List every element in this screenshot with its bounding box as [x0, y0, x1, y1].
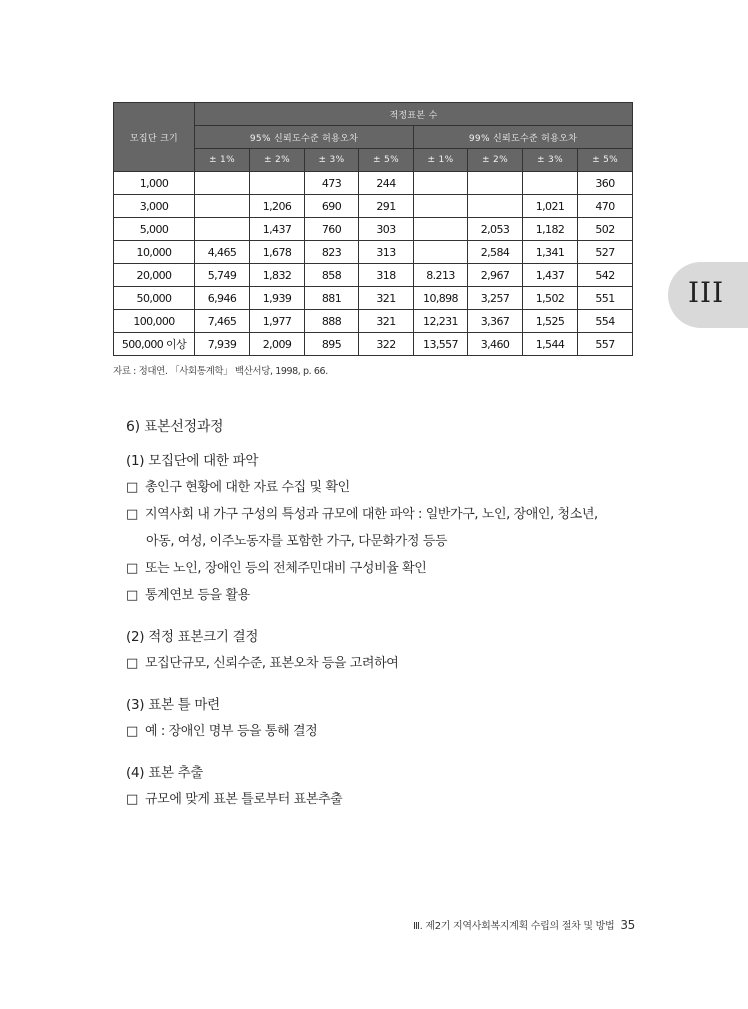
sample-size-cell — [414, 241, 468, 264]
sample-size-cell: 321 — [359, 310, 414, 333]
checkbox-square-icon: □ — [126, 588, 138, 603]
step4-title: (4) 표본 추출 — [126, 765, 204, 781]
error-margin-header: ± 3% — [523, 149, 578, 172]
step1-title: (1) 모집단에 대한 파악 — [126, 453, 259, 469]
sample-size-cell: 895 — [305, 333, 359, 356]
sample-size-cell: 1,544 — [523, 333, 578, 356]
sample-size-cell: 318 — [359, 264, 414, 287]
sample-count-header: 적정표본 수 — [195, 103, 633, 126]
sample-size-cell — [414, 218, 468, 241]
table-source-note: 자료 : 정대연. 「사회통계학」 백산서당, 1998, p. 66. — [113, 366, 328, 377]
sample-size-cell: 7,465 — [195, 310, 250, 333]
checkbox-square-icon: □ — [126, 561, 138, 576]
sample-size-cell: 4,465 — [195, 241, 250, 264]
sample-size-cell: 473 — [305, 172, 359, 195]
sample-size-cell: 557 — [578, 333, 633, 356]
sample-size-cell: 1,832 — [250, 264, 305, 287]
sample-size-cell: 888 — [305, 310, 359, 333]
sample-size-cell: 291 — [359, 195, 414, 218]
sample-size-cell: 690 — [305, 195, 359, 218]
table-row — [114, 287, 633, 310]
table-row — [114, 218, 633, 241]
sample-size-cell — [468, 195, 523, 218]
page-number: 35 — [620, 918, 635, 932]
error-margin-header: ± 5% — [359, 149, 414, 172]
chapter-tab-label: III — [688, 276, 725, 309]
page-footer — [413, 917, 635, 932]
list-item: □ 지역사회 내 가구 구성의 특성과 규모에 대한 파악 : 일반가구, 노인, 장애인, 청소년, — [126, 501, 686, 528]
sample-size-cell: 13,557 — [414, 333, 468, 356]
list-item: □ 규모에 맞게 표본 틀로부터 표본추출 — [126, 786, 686, 813]
sample-size-cell: 303 — [359, 218, 414, 241]
list-item: □ 모집단규모, 신뢰수준, 표본오차 등을 고려하여 — [126, 650, 686, 677]
sample-size-cell: 2,009 — [250, 333, 305, 356]
list-item: □ 통계연보 등을 활용 — [126, 582, 686, 609]
sample-size-cell: 551 — [578, 287, 633, 310]
sample-size-cell: 760 — [305, 218, 359, 241]
list-item: □ 총인구 현황에 대한 자료 수집 및 확인 — [126, 474, 686, 501]
sample-size-cell — [414, 172, 468, 195]
sample-size-cell: 322 — [359, 333, 414, 356]
sample-size-cell: 360 — [578, 172, 633, 195]
population-size-cell: 3,000 — [114, 195, 195, 218]
checkbox-square-icon: □ — [126, 507, 138, 522]
sample-size-cell: 3,460 — [468, 333, 523, 356]
population-size-cell: 100,000 — [114, 310, 195, 333]
sample-size-cell: 881 — [305, 287, 359, 310]
population-size-cell: 50,000 — [114, 287, 195, 310]
sample-size-cell: 3,367 — [468, 310, 523, 333]
table-row — [114, 172, 633, 195]
step2-title: (2) 적정 표본크기 결정 — [126, 629, 259, 645]
sample-size-cell: 1,502 — [523, 287, 578, 310]
sample-size-cell — [468, 172, 523, 195]
error-margin-header: ± 2% — [250, 149, 305, 172]
sample-size-cell: 3,257 — [468, 287, 523, 310]
error-margin-header: ± 3% — [305, 149, 359, 172]
footer-chapter-title: Ⅲ. 제2기 지역사회복지계획 수립의 절차 및 방법 — [413, 921, 615, 932]
list-item-continuation: 아동, 여성, 이주노동자를 포함한 가구, 다문화가정 등등 — [146, 534, 448, 549]
sample-size-cell: 2,967 — [468, 264, 523, 287]
population-size-header: 모집단 크기 — [114, 103, 195, 172]
sample-size-cell: 8.213 — [414, 264, 468, 287]
sample-size-cell: 1,021 — [523, 195, 578, 218]
sample-size-cell: 7,939 — [195, 333, 250, 356]
sample-size-cell — [414, 195, 468, 218]
confidence-95-header: 95% 신뢰도수준 허용오차 — [195, 126, 414, 149]
list-item: □ 예 : 장애인 명부 등을 통해 결정 — [126, 718, 686, 745]
sample-size-cell: 554 — [578, 310, 633, 333]
confidence-99-header: 99% 신뢰도수준 허용오차 — [414, 126, 633, 149]
chapter-tab — [668, 262, 748, 328]
sample-size-cell — [523, 172, 578, 195]
error-margin-header: ± 2% — [468, 149, 523, 172]
sample-size-cell: 244 — [359, 172, 414, 195]
sample-size-cell: 1,206 — [250, 195, 305, 218]
sample-size-cell: 12,231 — [414, 310, 468, 333]
population-size-cell: 20,000 — [114, 264, 195, 287]
checkbox-square-icon: □ — [126, 724, 138, 739]
sample-size-cell — [195, 218, 250, 241]
sample-size-cell: 1,437 — [523, 264, 578, 287]
sample-size-cell: 542 — [578, 264, 633, 287]
error-margin-header: ± 5% — [578, 149, 633, 172]
sample-size-cell: 6,946 — [195, 287, 250, 310]
table-row — [114, 241, 633, 264]
sample-size-cell: 10,898 — [414, 287, 468, 310]
population-size-cell: 5,000 — [114, 218, 195, 241]
sample-size-cell: 1,182 — [523, 218, 578, 241]
sample-size-cell: 321 — [359, 287, 414, 310]
population-size-cell: 1,000 — [114, 172, 195, 195]
error-margin-header: ± 1% — [195, 149, 250, 172]
table-row — [114, 264, 633, 287]
sample-size-cell: 2,053 — [468, 218, 523, 241]
checkbox-square-icon: □ — [126, 792, 138, 807]
step3-title: (3) 표본 틀 마련 — [126, 697, 220, 713]
section-title: 6) 표본선정과정 — [126, 419, 224, 435]
checkbox-square-icon: □ — [126, 656, 138, 671]
error-margin-header: ± 1% — [414, 149, 468, 172]
sample-size-cell: 1,437 — [250, 218, 305, 241]
sample-size-cell: 1,678 — [250, 241, 305, 264]
sample-size-cell — [195, 172, 250, 195]
checkbox-square-icon: □ — [126, 480, 138, 495]
list-item: □ 또는 노인, 장애인 등의 전체주민대비 구성비율 확인 — [126, 555, 686, 582]
population-size-cell: 10,000 — [114, 241, 195, 264]
table-row — [114, 195, 633, 218]
population-size-cell: 500,000 이상 — [114, 333, 195, 356]
sample-size-cell: 823 — [305, 241, 359, 264]
sample-size-cell — [195, 195, 250, 218]
sample-size-cell: 2,584 — [468, 241, 523, 264]
table-row — [114, 310, 633, 333]
sample-size-cell: 858 — [305, 264, 359, 287]
main-content — [126, 416, 686, 813]
sample-size-cell: 5,749 — [195, 264, 250, 287]
sample-size-table — [113, 102, 633, 356]
sample-size-cell: 502 — [578, 218, 633, 241]
sample-size-cell: 470 — [578, 195, 633, 218]
sample-size-cell: 1,939 — [250, 287, 305, 310]
sample-size-cell: 313 — [359, 241, 414, 264]
sample-size-cell: 1,341 — [523, 241, 578, 264]
sample-size-cell: 1,525 — [523, 310, 578, 333]
sample-size-cell: 527 — [578, 241, 633, 264]
table-row — [114, 333, 633, 356]
sample-size-table-container — [113, 102, 632, 356]
sample-size-cell — [250, 172, 305, 195]
sample-size-cell: 1,977 — [250, 310, 305, 333]
